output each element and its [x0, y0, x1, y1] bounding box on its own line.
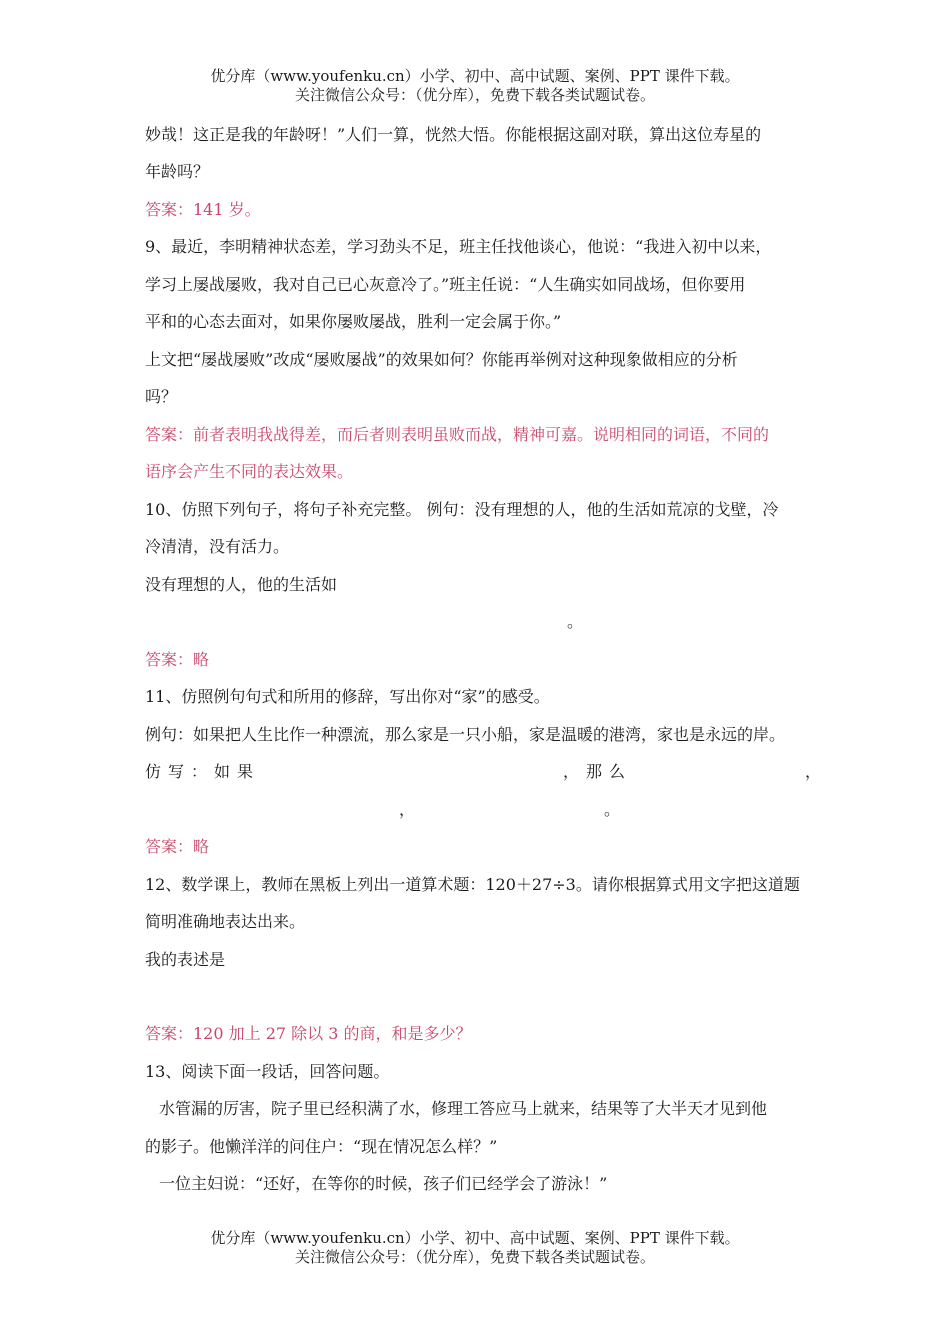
question-11-line2-comma: ， — [399, 800, 416, 819]
question-9-line: 上文把“屡战屡败”改成“屡败屡战”的效果如何？你能再举例对这种现象做相应的分析 — [145, 350, 738, 369]
answer-11: 答案：略 — [145, 837, 210, 856]
question-11-imitate-mid: ，那么 — [563, 762, 633, 781]
question-9-line: 吗？ — [145, 387, 178, 406]
page-header — [0, 67, 950, 105]
question-11-example: 例句：如果把人生比作一种漂流，那么家是一只小船，家是温暖的港湾，家也是永远的岸。 — [145, 725, 786, 744]
question-11-line: 11、仿照例句句式和所用的修辞，写出你对“家”的感受。 — [145, 687, 550, 706]
answer-9-line: 语序会产生不同的表达效果。 — [145, 462, 354, 481]
question-9-line: 平和的心态去面对，如果你屡败屡战，胜利一定会属于你。” — [145, 312, 562, 331]
footer-line-2: 关注微信公众号：（优分库），免费下载各类试题试卷。 — [294, 1248, 655, 1266]
answer-8: 答案：141 岁。 — [145, 200, 261, 219]
question-9-line: 9、最近，李明精神状态差，学习劲头不足，班主任找他谈心，他说：“我进入初中以来， — [145, 237, 772, 256]
question-13-passage: 一位主妇说：“还好，在等你的时候，孩子们已经学会了游泳！” — [159, 1174, 608, 1193]
footer-line-1: 优分库（www.youfenku.cn）小学、初中、高中试题、案例、PPT 课件下载。 — [210, 1229, 740, 1247]
page-footer — [0, 1229, 950, 1267]
question-10-line: 10、仿照下列句子，将句子补充完整。 例句：没有理想的人，他的生活如荒凉的戈壁，冷 — [145, 500, 779, 519]
answer-12: 答案：120 加上 27 除以 3 的商，和是多少？ — [145, 1024, 472, 1043]
paragraph-line: 年龄吗？ — [145, 162, 210, 181]
question-11-imitate-comma: ， — [805, 762, 822, 781]
question-11-line2-end: 。 — [604, 800, 621, 819]
question-9-line: 学习上屡战屡败，我对自己已心灰意冷了。”班主任说：“人生确实如同战场，但你要用 — [145, 275, 746, 294]
question-11-imitate-prefix: 仿写：如果 — [145, 762, 261, 781]
question-13-passage: 水管漏的厉害，院子里已经积满了水，修理工答应马上就来，结果等了大半天才见到他 — [159, 1099, 768, 1118]
question-10-end-mark: 。 — [567, 612, 584, 631]
question-12-prompt: 我的表述是 — [145, 950, 226, 969]
question-13-passage: 的影子。他懒洋洋的问住户：“现在情况怎么样？” — [145, 1137, 498, 1156]
question-12-line: 12、数学课上，教师在黑板上列出一道算术题：120＋27÷3。请你根据算式用文字把这道题 — [145, 875, 800, 894]
answer-9-line: 答案：前者表明我战得差，而后者则表明虽败而战，精神可嘉。说明相同的词语，不同的 — [145, 425, 770, 444]
answer-10: 答案：略 — [145, 650, 210, 669]
paragraph-line: 妙哉！这正是我的年龄呀！”人们一算，恍然大悟。你能根据这副对联，算出这位寿星的 — [145, 125, 762, 144]
header-line-2: 关注微信公众号：（优分库），免费下载各类试题试卷。 — [294, 86, 655, 104]
header-line-1: 优分库（www.youfenku.cn）小学、初中、高中试题、案例、PPT 课件下载。 — [210, 67, 740, 85]
question-13-line: 13、阅读下面一段话，回答问题。 — [145, 1062, 390, 1081]
question-10-blank-line: 没有理想的人，他的生活如 — [145, 575, 338, 594]
question-12-line: 简明准确地表达出来。 — [145, 912, 306, 931]
question-10-line: 冷清清，没有活力。 — [145, 537, 290, 556]
